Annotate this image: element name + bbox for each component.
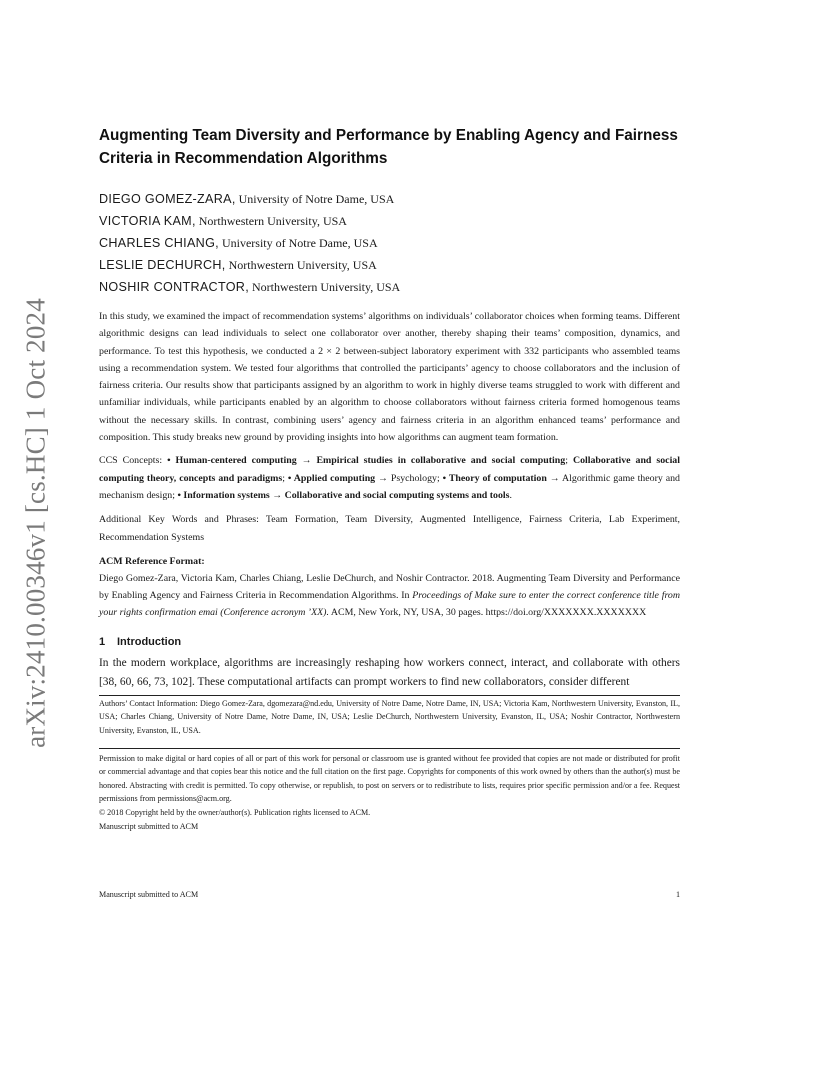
ccs-prefix: CCS Concepts: — [99, 455, 168, 467]
keywords: Additional Key Words and Phrases: Team Formation, Team Diversity, Augmented Intelligence, Fairness Criteria, Lab Experiment, Recommendation Systems — [99, 514, 680, 543]
page-footer — [99, 890, 680, 899]
section-title: Introduction — [117, 635, 182, 648]
ccs-separator: ; — [282, 472, 288, 484]
abstract: In this study, we examined the impact of recommendation systems’ algorithms on individuals’ collaborator choices when forming teams. Different algorithmic designs can lead individuals to select one collaborator over another, thereby shaping their teams’ composition, dynamics, and performance. To test this hypothesis, we conducted a 2 × 2 between-subject laboratory experiment with 332 participants who assembled teams using a recommendation system. We tested four algorithms that controlled the participants’ agency to choose collaborators and the inclusion of fairness criteria. Our results show that participants assigned by an algorithm to work in highly diverse teams struggled to work with different and unfamiliar individuals, while participants enabled by an algorithm to choose collaborators without fairness criteria formed homogenous teams without the necessary skills. In contrast, combining users’ agency and fairness criteria in an algorithm enhanced teams’ performance and composition. This study breaks new ground by providing insights into how algorithms can augment team formation. — [99, 311, 680, 444]
paper-first-page — [99, 124, 680, 833]
ccs-concept: • Information systems → Collaborative and social computing systems and tools — [177, 489, 510, 501]
reference-format — [99, 570, 680, 622]
reference-text: ACM, New York, NY, USA, 30 pages. https://doi.org/XXXXXXX.XXXXXXX — [328, 607, 647, 619]
contact-info: Authors’ Contact Information: Diego Gomez-Zara, dgomezara@nd.edu, University of Notre Dame, Notre Dame, IN, USA; Victoria Kam, Northwestern University, Evanston, IL, USA; Charles Chiang, University of Notre Dame, Notre Dame, IN, USA; Leslie DeChurch, Northwestern University, Evanston, IL, USA; Noshir Contractor, Northwestern University, Evanston, IL, USA. — [99, 698, 680, 735]
paper-title: Augmenting Team Diversity and Performance by Enabling Agency and Fairness Criteria in Recommendation Algorithms — [99, 127, 678, 167]
author-affiliation: Northwestern University, USA — [225, 258, 377, 272]
reference-format-heading: ACM Reference Format: — [99, 555, 205, 567]
footer-text: Manuscript submitted to ACM — [99, 890, 199, 899]
author-name: NOSHIR CONTRACTOR, — [99, 280, 250, 294]
ccs-concept: Collaborative and social computing theory, concepts and paradigms — [99, 455, 680, 484]
page-number: 1 — [675, 890, 680, 899]
ccs-subconcept: → Algorithmic game theory and mechanism design; — [99, 472, 680, 501]
author-entry — [99, 276, 680, 298]
author-entry — [99, 188, 680, 210]
reference-text: Diego Gomez-Zara, Victoria Kam, Charles Chiang, Leslie DeChurch, and Noshir Contractor. 2018. Augmenting Team Diversity and Performance by Enabling Agency and Fairness Criteria in Recommendation Algorithms. In — [99, 572, 680, 602]
ccs-concept: • Theory of computation — [442, 472, 547, 484]
ccs-concepts — [99, 452, 680, 504]
permission-notice: Permission to make digital or hard copies of all or part of this work for personal or classroom use is granted without fee provided that copies are not made or distributed for profit or commercial advantage and that copies bear this notice and the full citation on the first page. Copyrights for components of this work owned by others than the author(s) must be honored. Abstracting with credit is permitted. To copy otherwise, or republish, to post on servers or to redistribute to lists, requires prior specific permission and/or a fee. Request permissions from permissions@acm.org. — [99, 753, 680, 804]
ccs-separator: ; — [565, 455, 573, 467]
reference-venue: Proceedings of Make sure to enter the correct conference title from your rights confirmation emai (Conference acronym ’XX). — [99, 590, 680, 619]
author-entry — [99, 210, 680, 232]
author-name: CHARLES CHIANG, — [99, 236, 219, 250]
manuscript-note: Manuscript submitted to ACM — [99, 821, 199, 831]
permission-divider — [99, 748, 680, 749]
footnote-divider — [99, 695, 680, 696]
author-affiliation: Northwestern University, USA — [249, 280, 401, 294]
ccs-end: . — [509, 489, 512, 501]
author-affiliation: Northwestern University, USA — [195, 214, 347, 228]
author-affiliation: University of Notre Dame, USA — [235, 192, 395, 206]
copyright-notice: © 2018 Copyright held by the owner/author(s). Publication rights licensed to ACM. — [99, 807, 371, 817]
author-name: VICTORIA KAM, — [99, 214, 196, 228]
author-name: LESLIE DECHURCH, — [99, 258, 226, 272]
ccs-subconcept: → Psychology; — [375, 472, 443, 484]
author-entry — [99, 232, 680, 254]
intro-paragraph: In the modern workplace, algorithms are increasingly reshaping how workers connect, interact, and collaborate with others [38, 60, 66, 73, 102]. These computational artifacts can prompt workers to find new collaborators, consider different — [99, 656, 680, 688]
author-affiliation: University of Notre Dame, USA — [218, 236, 378, 250]
section-heading — [99, 634, 680, 650]
ccs-concept: • Human-centered computing → Empirical studies in collaborative and social computing — [167, 455, 566, 467]
section-number: 1 — [99, 635, 106, 648]
ccs-concept: • Applied computing — [287, 472, 376, 484]
arxiv-stamp — [16, 293, 56, 753]
author-list — [99, 188, 680, 298]
author-name: DIEGO GOMEZ-ZARA, — [99, 192, 236, 206]
arxiv-stamp-text: arXiv:2410.00346v1 [cs.HC] 1 Oct 2024 — [20, 298, 51, 748]
author-entry — [99, 254, 680, 276]
